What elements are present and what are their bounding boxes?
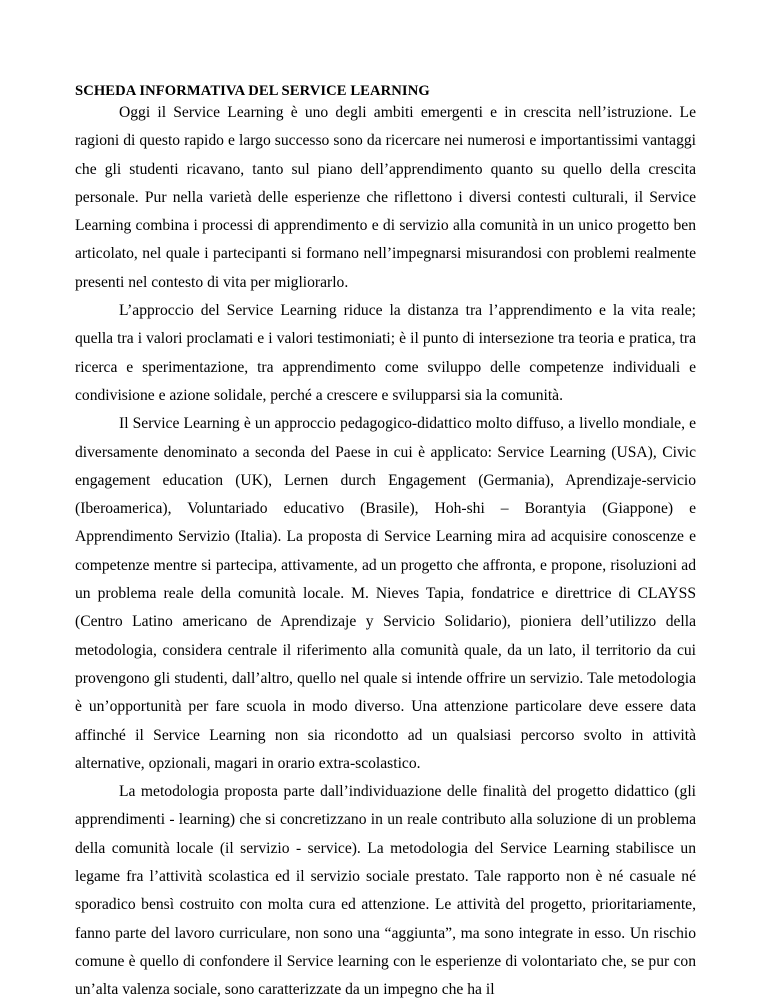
paragraph-worldwide: Il Service Learning è un approccio pedagogico-didattico molto diffuso, a livello mondiale, e diversamente denominato a seconda del Paese in cui è applicato: Service Learning (USA), Civic engagement education (UK), Lernen durch Engagement (Germania), Aprendizaje-servicio (Iberoamerica), Voluntariado educativo (Brasile), Hoh-shi – Borantyia (Giappone) e Apprendimento Servizio (Italia). La proposta di Service Learning mira ad acquisire conoscenze e competenze mentre si partecipa, attivamente, ad un progetto che affronta, e propone, risoluzioni ad un problema reale della comunità locale. M. Nieves Tapia, fondatrice e direttrice di CLAYSS (Centro Latino americano de Aprendizaje y Servicio Solidario), pioniera dell’utilizzo della metodologia, considera centrale il riferimento alla comunità quale, da un lato, il territorio da cui provengono gli studenti, dall’altro, quello nel quale si intende offrire un servizio. Tale metodologia è un’opportunità per fare scuola in modo diverso. Una attenzione particolare deve essere data affinché il Service Learning non sia ricondotto ad un qualsiasi percorso svolto in attività alternative, opzionali, magari in orario extra-scolastico. xyxy=(75,415,696,772)
document-page xyxy=(75,80,696,1005)
document-title: SCHEDA INFORMATIVA DEL SERVICE LEARNING xyxy=(75,83,430,99)
paragraph-intro: Oggi il Service Learning è uno degli ambiti emergenti e in crescita nell’istruzione. Le ragioni di questo rapido e largo successo sono da ricercare nei numerosi e importantissimi vantaggi che gli studenti ricavano, tanto sul piano dell’apprendimento quanto su quello della crescita personale. Pur nella varietà delle esperienze che riflettono i diversi contesti culturali, il Service Learning combina i processi di apprendimento e di servizio alla comunità in un unico progetto ben articolato, nel quale i partecipanti si formano nell’impegnarsi misurandosi con problemi realmente presenti nel contesto di vita per migliorarlo. xyxy=(75,104,696,291)
paragraph-methodology: La metodologia proposta parte dall’individuazione delle finalità del progetto didattico (gli apprendimenti - learning) che si concretizzano in un reale contributo alla soluzione di un problema della comunità locale (il servizio - service). La metodologia del Service Learning stabilisce un legame fra l’attività scolastica ed il servizio sociale prestato. Tale rapporto non è né casuale né sporadico bensì costruito con molta cura ed attenzione. Le attività del progetto, prioritariamente, fanno parte del lavoro curriculare, non sono una “aggiunta”, ma sono integrate in esso. Un rischio comune è quello di confondere il Service learning con le esperienze di volontariato che, se pur con un’alta valenza sociale, sono caratterizzate da un impegno che ha il xyxy=(75,783,696,999)
paragraph-approach: L’approccio del Service Learning riduce la distanza tra l’apprendimento e la vita reale; quella tra i valori proclamati e i valori testimoniati; è il punto di intersezione tra teoria e pratica, tra ricerca e sperimentazione, tra apprendimento come sviluppo delle competenze individuali e condivisione e azione solidale, perché a crescere e svilupparsi sia la comunità. xyxy=(75,302,696,404)
